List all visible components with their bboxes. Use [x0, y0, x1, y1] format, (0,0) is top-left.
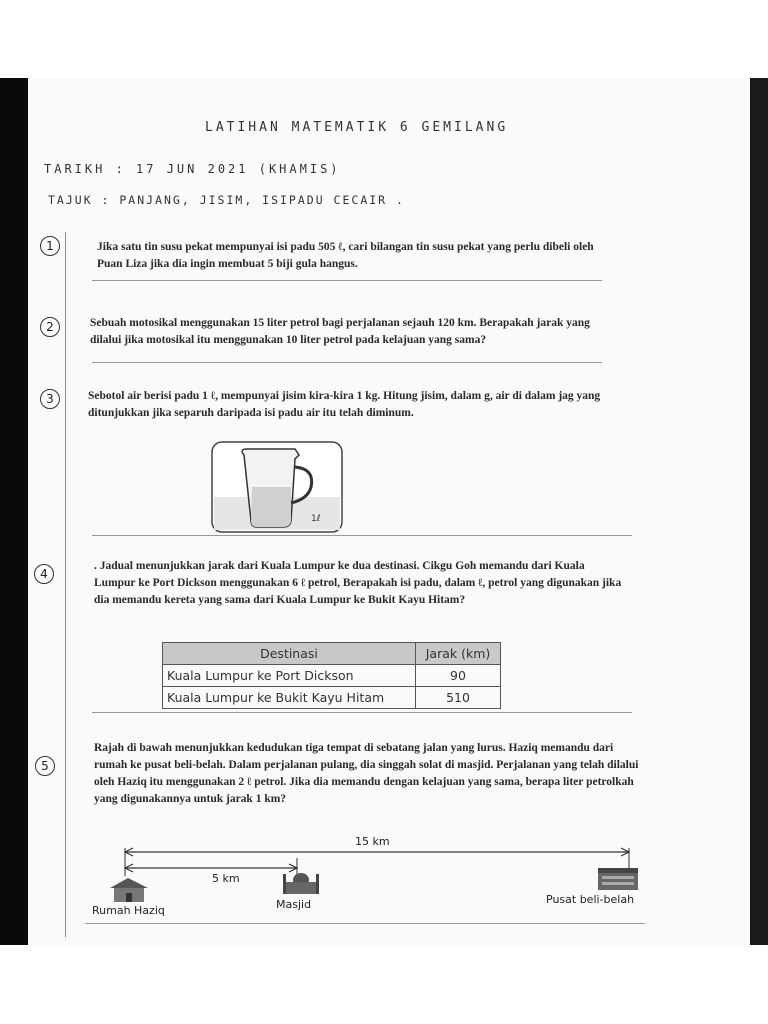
jug-illustration [211, 441, 343, 533]
table-header-distance: Jarak (km) [416, 643, 501, 665]
date-line: TARIKH : 17 JUN 2021 (KHAMIS) [44, 162, 341, 176]
question-3-text: Sebotol air berisi padu 1 ℓ, mempunyai jisim kira-kira 1 kg. Hitung jisim, dalam g, air di dalam jag yang ditunjukkan jika separuh daripada isi padu air itu telah diminum. [88, 390, 601, 419]
question-number-5: 5 [35, 756, 55, 776]
question-1-text: Jika satu tin susu pekat mempunyai isi padu 505 ℓ, cari bilangan tin susu pekat yang perlu dibeli oleh Puan Liza jika dia ingin membuat 5 biji gula hangus. [97, 241, 594, 270]
total-distance-label: 15 km [355, 835, 390, 848]
divider [92, 535, 632, 536]
shopping-mall-icon [596, 866, 640, 892]
background-top [0, 0, 768, 78]
place-label-mall: Pusat beli-belah [546, 893, 635, 906]
table-cell-distance: 510 [416, 687, 501, 709]
distance-table [162, 642, 501, 709]
margin-line [65, 232, 66, 937]
place-label-house: Rumah Haziq [92, 904, 165, 917]
question-number-1: 1 [40, 236, 60, 256]
place-label-mosque: Masjid [276, 898, 312, 911]
jug-capacity-label: 1ℓ [311, 514, 321, 524]
worksheet-page [28, 78, 750, 945]
worksheet-title: LATIHAN MATEMATIK 6 GEMILANG [205, 120, 509, 135]
divider [85, 923, 645, 924]
table-header-row [163, 643, 501, 665]
table-cell-distance: 90 [416, 665, 501, 687]
distance-diagram [115, 846, 645, 896]
divider [92, 712, 632, 713]
divider [92, 280, 602, 281]
question-number-4: 4 [34, 564, 54, 584]
background-bottom [0, 945, 768, 1024]
house-icon [106, 876, 152, 904]
question-number-3: 3 [40, 389, 60, 409]
table-row [163, 665, 501, 687]
topic-line: TAJUK : PANJANG, JISIM, ISIPADU CECAIR . [48, 193, 405, 207]
table-cell-destination: Kuala Lumpur ke Port Dickson [163, 665, 416, 687]
divider [92, 362, 602, 363]
question-4-text: . Jadual menunjukkan jarak dari Kuala Lumpur ke dua destinasi. Cikgu Goh memandu dari Kuala Lumpur ke Port Dickson menggunakan 6 ℓ petrol, Berapakah isi padu, dalam ℓ, petrol yang digunakan jika dia memandu kereta yang sama dari Kuala Lumpur ke Bukit Kayu Hitam? [94, 560, 622, 606]
background-right-edge [750, 78, 768, 945]
mosque-icon [280, 870, 322, 896]
background-left-edge [0, 78, 28, 945]
question-5-text: Rajah di bawah menunjukkan kedudukan tiga tempat di sebatang jalan yang lurus. Haziq memandu dari rumah ke pusat beli-belah. Dalam perjalanan pulang, dia singgah solat di masjid. Perjalanan yang telah dilalui oleh Haziq itu menggunakan 2 ℓ petrol. Jika dia memandu dengan kelajuan yang sama, berapa liter petrolkah yang digunakannya untuk jarak 1 km? [94, 742, 639, 805]
question-number-2: 2 [40, 317, 60, 337]
table-header-destination: Destinasi [163, 643, 416, 665]
table-row [163, 687, 501, 709]
partial-distance-label: 5 km [212, 872, 240, 885]
question-2-text: Sebuah motosikal menggunakan 15 liter petrol bagi perjalanan sejauh 120 km. Berapakah jarak yang dilalui jika motosikal itu menggunakan 10 liter petrol pada kelajuan yang sama? [90, 317, 590, 346]
table-cell-destination: Kuala Lumpur ke Bukit Kayu Hitam [163, 687, 416, 709]
